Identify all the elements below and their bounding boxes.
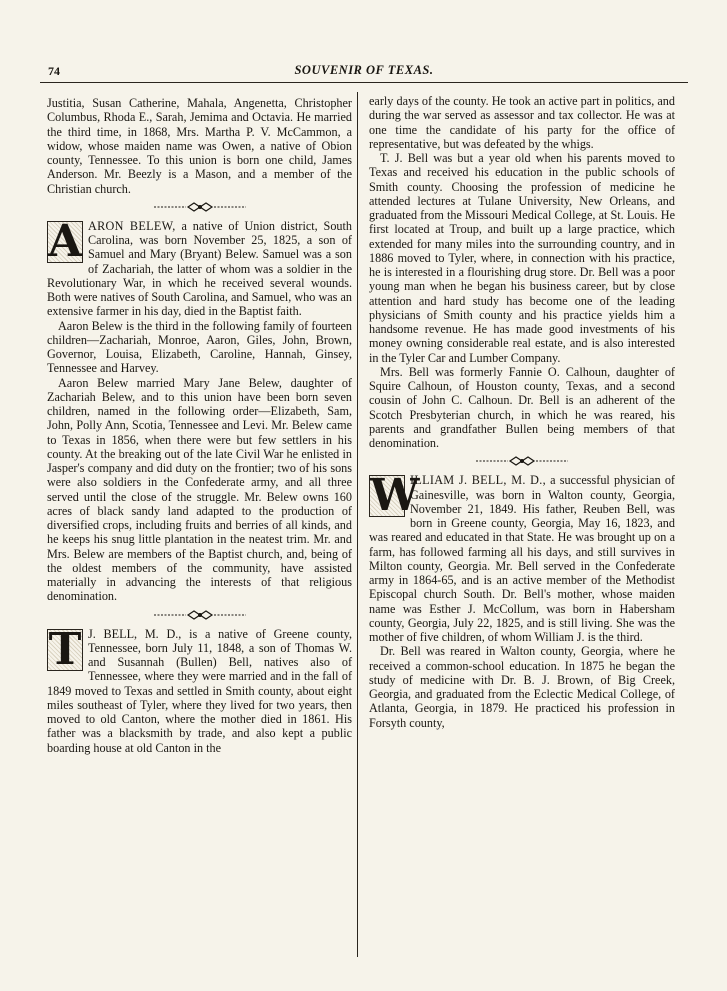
bio-text: a native of Union district, South Carolina, was born November 25, 1825, a son of Samuel and Mary (Bryant) Belew. Samuel was a son of Zachariah, the latter of whom was a soldier in the Revolutionary War, in which he received several wounds. Both were natives of South Carolina, and Samuel, who was an extensive farmer in his day, died in the Baptist faith.	[47, 218, 352, 319]
paragraph: T. J. Bell was but a year old when his parents moved to Texas and received his education in the public schools of Smith county. Choosing the profession of medicine he attended lectures at Tulane University, New Orleans, and graduated from the Missouri Medical College, at St. Louis. He first located at Troup, and built up a large practice, which extended for many miles into the surrounding country, and in 1886 moved to Tyler, where, in connection with his practice, he is interested in a flourishing drug store. Dr. Bell was a poor young man when he began his business career, but by close attention and hard study has become one of the leading physicians of Smith county and his practice yields him a handsome revenue. He has made good investments of his money owning considerable real estate, and is also interested in the Tyler Car and Lumber Company.	[369, 151, 675, 365]
bio-text: is a native of Greene county, Tennessee, born July 11, 1848, a son of Thomas W. and Susannah (Bullen) Bell, natives also of Tennessee, where they were married and in the fall of 1849 moved to Texas and settled in Smith county, about eight miles southeast of Tyler, where they lived for two years, then moved to old Canton, where the mother died in 1861. His father was a blacksmith by trade, and also kept a public boarding house at old Canton in the	[47, 626, 352, 755]
bio-name: ARON BELEW,	[88, 218, 176, 233]
page-header	[40, 62, 688, 83]
ornament-divider-icon	[474, 455, 570, 467]
paragraph: early days of the county. He took an active part in politics, and during the war served as assessor and tax collector. He was at one time the candidate of his party for the office of representative, but was defeated by the whigs.	[369, 94, 675, 151]
right-column	[369, 94, 675, 730]
paragraph: Aaron Belew married Mary Jane Belew, daughter of Zachariah Belew, and to this union have been born seven children, named in the following order—Elizabeth, Sam, John, Polly Ann, Scotia, Tennessee and Levi. Mr. Belew came to Texas in 1856, when there were but few settlers in his county. At the breaking out of the late Civil War he enlisted in Jasper's company and did duty on the frontier; two of his sons were also soldiers in the Confederate army, and all three served until the close of the struggle. Mr. Belew owns 160 acres of black sandy land adapted to the production of diversified crops, including fruits and berries of all kinds, and he keeps his snug little plantation in the neatest trim. Mr. and Mrs. Belew are members of the Baptist church, and, being of the oldest members of the community, have assisted materially in advancing the interests of that religious denomination.	[47, 375, 352, 604]
ornament-divider-icon	[152, 201, 248, 213]
paragraph: Aaron Belew is the third in the following family of fourteen children—Zachariah, Monroe, Aaron, Giles, John, Brown, Governor, Louisa, Elizabeth, Caroline, Hannah, Ginsey, Tennessee and Harvey.	[47, 318, 352, 376]
page-number: 74	[48, 64, 60, 78]
dropcap-letter: W	[370, 470, 420, 522]
section-ornament	[47, 201, 352, 213]
dropcap-letter: A	[48, 215, 83, 267]
dropcap-letter: T	[48, 623, 82, 675]
section-ornament	[47, 609, 352, 621]
left-column	[47, 96, 352, 755]
bio-belew-paragraph	[47, 215, 352, 319]
bio-wj-bell-paragraph	[369, 470, 675, 644]
bio-name: J. BELL, M. D.,	[88, 626, 182, 641]
bio-tj-bell-paragraph	[47, 623, 352, 755]
paragraph: Dr. Bell was reared in Walton county, Georgia, where he received a common-school education. In 1875 he began the study of medicine with Dr. B. J. Brown, of Big Creek, Georgia, and graduated from the Eclectic Medical College, of Atlanta, Georgia, in 1879. He practiced his profession in Forsyth county,	[369, 644, 675, 730]
ornament-divider-icon	[152, 609, 248, 621]
running-title: SOUVENIR OF TEXAS.	[294, 63, 434, 77]
paragraph: Justitia, Susan Catherine, Mahala, Angenetta, Christopher Columbus, Rhoda E., Sarah, Jemima and Octavia. He married the third time, in 1868, Mrs. Martha P. V. McCammon, a widow, whose maiden name was Owen, a native of Obion county, Tennessee. To this union is born one child, James Anderson. Mr. Beezly is a Mason, and a member of the Christian church.	[47, 96, 352, 196]
paragraph: Mrs. Bell was formerly Fannie O. Calhoun, daughter of Squire Calhoun, of Houston county, Texas, and a second cousin of John C. Calhoun. Dr. Bell is an adherent of the Scotch Presbyterian church, in which he was reared, his parents and grandfather Bullen being members of that denomination.	[369, 364, 675, 450]
bio-name: ILLIAM J. BELL, M. D.,	[410, 473, 546, 488]
column-divider	[357, 92, 358, 957]
bio-text: a successful physician of Gainesville, was born in Walton county, Georgia, November 21, 1849. His father, Reuben Bell, was born in Greene county, Georgia, May 16, 1823, and was reared and educated in that State. He was brought up on a farm, has followed farming all his days, and still survives in Milton county, Georgia. Mr. Bell served in the Confederate army in 1864-65, and is an active member of the Methodist Episcopal church South. Dr. Bell's mother, whose maiden name was Esther J. McCollum, was born in Habersham county, Georgia, July 22, 1825, and is still living. She was the mother of five children, of whom William J. is the third.	[369, 473, 675, 644]
section-ornament	[369, 455, 675, 467]
